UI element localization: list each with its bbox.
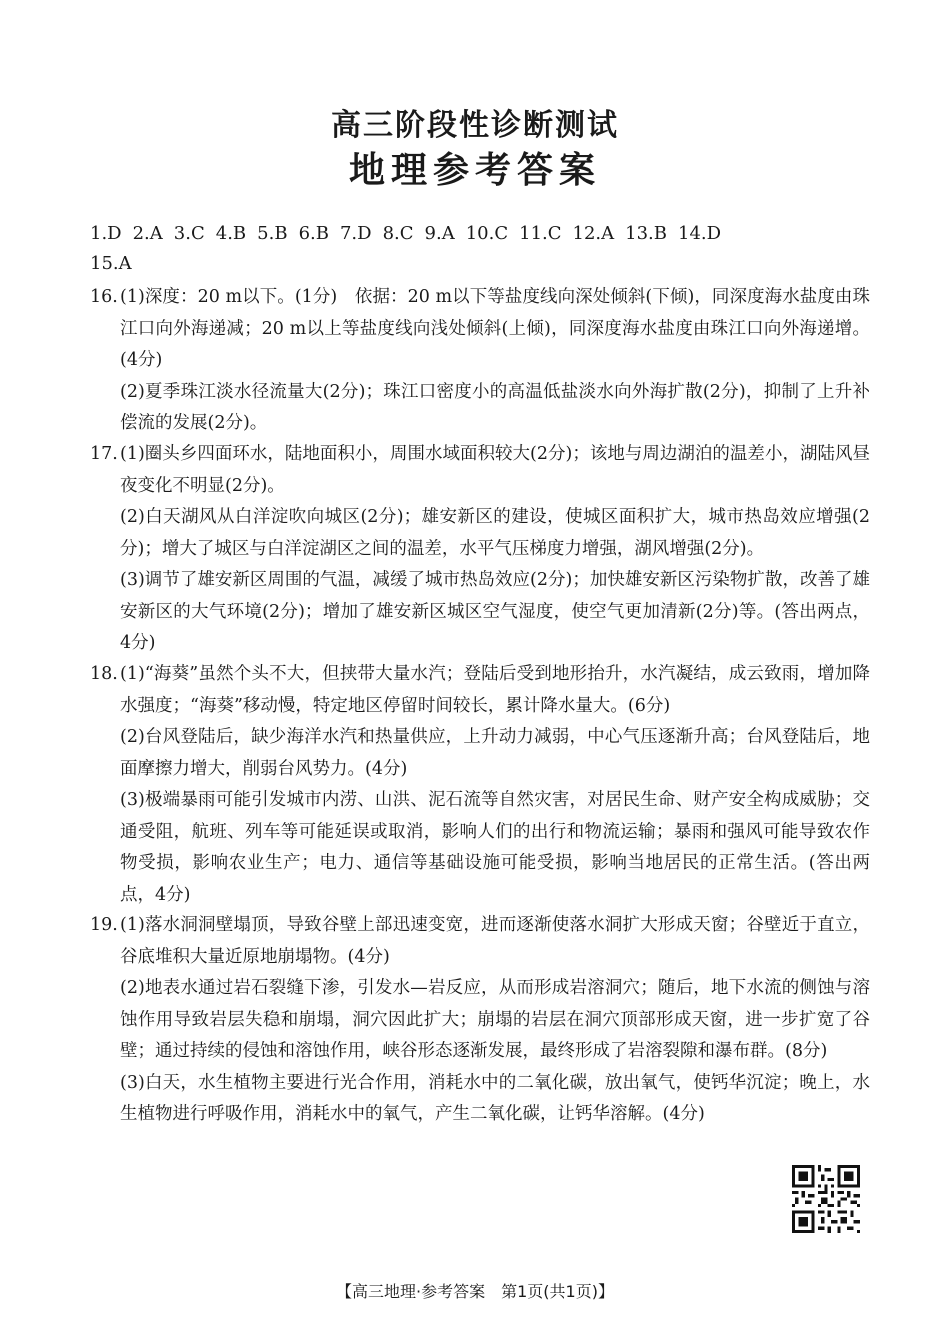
- page-footer: 【高三地理·参考答案 第1页(共1页)】: [336, 1282, 614, 1301]
- answer-part: (2)地表水通过岩石裂缝下渗，引发水—岩反应，从而形成岩溶洞穴；随后，地下水流的侧蚀与溶蚀作用导致岩层失稳和崩塌，洞穴因此扩大；崩塌的岩层在洞穴顶部形成天窗，进一步扩宽了谷壁；通过持续的侵蚀和溶蚀作用，峡谷形态逐渐发展，最终形成了岩溶裂隙和瀑布群。(8分): [120, 978, 870, 1061]
- choice-answers-row1: [90, 219, 880, 249]
- title-line2: 地理参考答案: [348, 150, 601, 191]
- answer-part: (1)圈头乡四面环水，陆地面积小，周围水域面积较大(2分)；该地与周边湖泊的温差小，湖陆风昼夜变化不明显(2分)。: [120, 444, 870, 496]
- question-19: [90, 910, 870, 1131]
- question-16: [90, 282, 870, 440]
- answer-11: 11.C: [519, 223, 562, 244]
- answer-part: (2)台风登陆后，缺少海洋水汽和热量供应，上升动力减弱，中心气压逐渐升高；台风登陆后，地面摩擦力增大，削弱台风势力。(4分): [120, 727, 870, 779]
- answer-5: 5.B: [257, 223, 288, 244]
- answer-part: (2)白天湖风从白洋淀吹向城区(2分)；雄安新区的建设，使城区面积扩大，城市热岛效应增强(2分)；增大了城区与白洋淀湖区之间的温差，水平气压梯度力增强，湖风增强(2分)。: [120, 507, 870, 559]
- question-number: 16.: [90, 287, 118, 307]
- answer-9: 9.A: [424, 223, 455, 244]
- question-18: [90, 659, 870, 911]
- question-number: 19.: [90, 915, 118, 935]
- answer-12: 12.A: [572, 223, 615, 244]
- answer-8: 8.C: [382, 223, 414, 244]
- title-line1: 高三阶段性诊断测试: [331, 108, 619, 143]
- answer-part: (3)调节了雄安新区周围的气温，减缓了城市热岛效应(2分)；加快雄安新区污染物扩散，改善了雄安新区的大气环境(2分)；增加了雄安新区城区空气湿度，使空气更加清新(2分)等。(答出两点，4分): [120, 570, 870, 653]
- answer-2: 2.A: [132, 223, 163, 244]
- choice-answers-row2: [90, 249, 880, 279]
- question-number: 18.: [90, 664, 118, 684]
- answer-part: (3)极端暴雨可能引发城市内涝、山洪、泥石流等自然灾害，对居民生命、财产安全构成威胁；交通受阻，航班、列车等可能延误或取消，影响人们的出行和物流运输；暴雨和强风可能导致农作物受损，影响农业生产；电力、通信等基础设施可能受损，影响当地居民的正常生活。(答出两点，4分): [120, 790, 870, 905]
- answer-part: (1)“海葵”虽然个头不大，但挟带大量水汽；登陆后受到地形抬升，水汽凝结，成云致雨，增加降水强度；“海葵”移动慢，特定地区停留时间较长，累计降水量大。(6分): [120, 664, 870, 716]
- question-number: 17.: [90, 444, 118, 464]
- answer-15: 15.A: [90, 253, 132, 274]
- answer-7: 7.D: [339, 223, 372, 244]
- answer-6: 6.B: [298, 223, 329, 244]
- question-17: [90, 439, 870, 660]
- answer-part: (1)落水洞洞壁塌顶，导致谷壁上部迅速变宽，进而逐渐使落水洞扩大形成天窗；谷壁近于直立，谷底堆积大量近原地崩塌物。(4分): [120, 915, 870, 967]
- answer-13: 13.B: [625, 223, 668, 244]
- qr-code-icon: [792, 1165, 860, 1233]
- answer-3: 3.C: [173, 223, 205, 244]
- answer-10: 10.C: [465, 223, 509, 244]
- answer-14: 14.D: [678, 223, 722, 244]
- answer-part: (3)白天，水生植物主要进行光合作用，消耗水中的二氧化碳，放出氧气，使钙华沉淀；晚上，水生植物进行呼吸作用，消耗水中的氧气，产生二氧化碳，让钙华溶解。(4分): [120, 1072, 870, 1124]
- answer-part: (2)夏季珠江淡水径流量大(2分)；珠江口密度小的高温低盐淡水向外海扩散(2分)，抑制了上升补偿流的发展(2分)。: [120, 381, 870, 433]
- answer-1: 1.D: [90, 223, 122, 244]
- answer-4: 4.B: [215, 223, 247, 244]
- answer-part: (1)深度：20 m以下。(1分) 依据：20 m以下等盐度线向深处倾斜(下倾)，同深度海水盐度由珠江口向外海递减；20 m以上等盐度线向浅处倾斜(上倾)，同深度海水盐度由珠江口向外海递增。(4分): [120, 287, 870, 370]
